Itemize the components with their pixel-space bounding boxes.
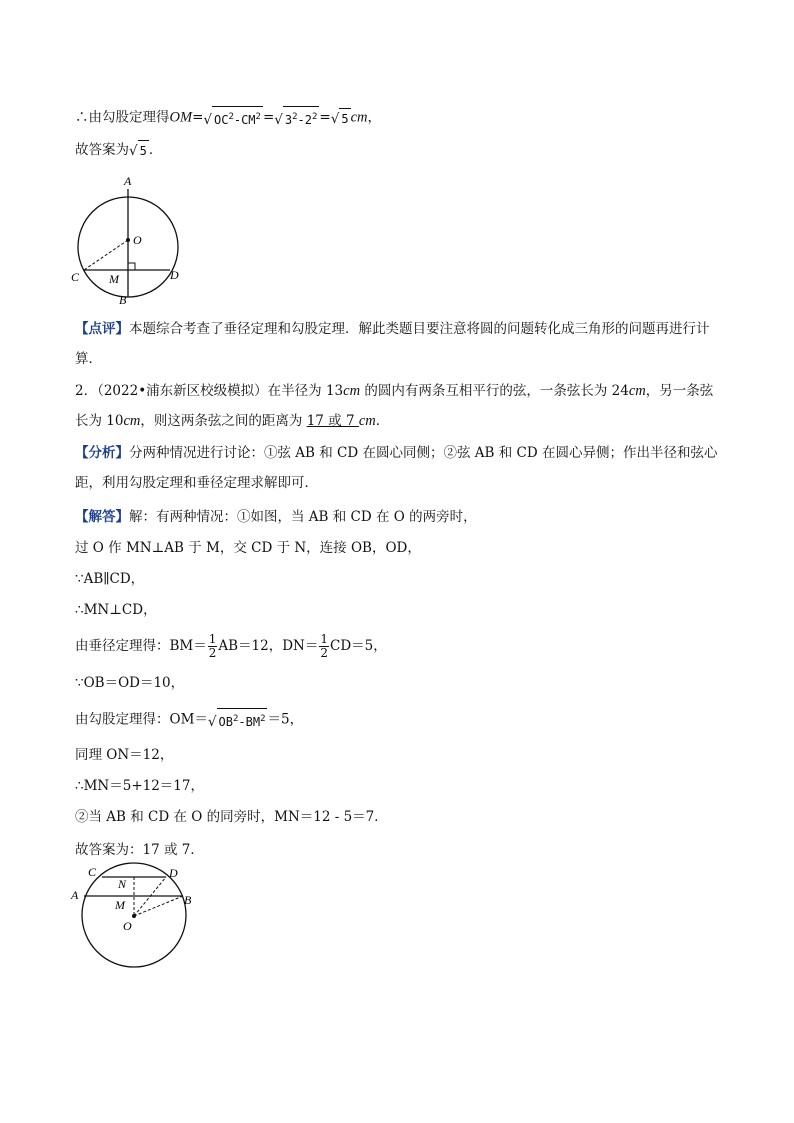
fraction-half-2: $\frac{1}{2}$ <box>320 632 329 660</box>
analysis-paragraph: 【分析】分两种情况进行讨论：①弦 AB 和 CD 在圆心同侧；②弦 AB 和 CD 在圆心异侧；作出半径和弦心距，利用勾股定理和垂径定理求解即可． <box>75 445 718 491</box>
radical-2: √ $3^2-2^2$ <box>274 106 319 130</box>
solution-l11: 故答案为：17 或 7． <box>75 842 204 858</box>
radical-answer: √ 5 <box>129 140 149 161</box>
radius-oc-dashed <box>84 240 128 270</box>
radical-om: √ $OB^2-BM^2$ <box>208 708 268 732</box>
solution-l5: 由垂径定理得：BM＝ $\frac{1}{2}$ AB＝12，DN＝ $\frac{1}{2}$ CD＝5， <box>75 632 387 660</box>
radical-1: √ $OC^2-CM^2$ <box>203 106 263 130</box>
label-o2: O <box>123 919 132 933</box>
solution-l7: 由勾股定理得：OM＝√ $OB^2-BM^2 =5$， <box>75 708 303 732</box>
radius-ob-dashed <box>134 896 183 916</box>
fraction-half-1: $\frac{1}{2}$ <box>208 632 217 660</box>
label-b2: B <box>184 893 192 907</box>
label-c: C <box>71 270 80 284</box>
radical-3: √ 5 <box>331 108 351 129</box>
label-a: A <box>124 174 132 188</box>
label-d: D <box>170 268 179 282</box>
answer-blank: 17 或 7 <box>306 413 359 429</box>
solution-l9: ∴MN＝5+12＝17， <box>75 778 204 794</box>
label-c2: C <box>88 865 97 879</box>
label-a2: A <box>71 888 79 902</box>
review-paragraph: 【点评】本题综合考查了垂径定理和勾股定理．解此类题目要注意将圆的问题转化成三角形的问题再进行计算． <box>75 321 710 367</box>
label-o: O <box>133 233 142 247</box>
figure-circle-1 <box>62 172 192 307</box>
label-m2: M <box>115 898 125 912</box>
question-2: 2．（2022•浦东新区校级模拟）在半径为 13cm 的圆内有两条互相平行的弦，一条弦长为 24cm，另一条弦长为 10cm，则这两条弦之间的距离为 17 或 7 cm． <box>75 383 714 429</box>
center-o2-dot <box>132 914 136 918</box>
solution-l3: ∵AB∥CD， <box>75 571 145 587</box>
label-n2: N <box>118 877 127 891</box>
solution-l1: 【解答】解：有两种情况：①如图，当 AB 和 CD 在 O 的两旁时， <box>75 509 477 525</box>
solution-l2: 过 O 作 MN⊥AB 于 M，交 CD 于 N，连接 OB，OD， <box>75 540 421 556</box>
label-m: M <box>109 272 119 286</box>
label-b: B <box>119 293 127 307</box>
center-o-dot <box>126 238 130 242</box>
solution-line-om: ∴由勾股定理得OM=√ $OC^2-CM^2$ =√ $3^2-2^2$ =√ 5 cm， <box>75 106 381 130</box>
solution-l10: ②当 AB 和 CD 在 O 的同旁时，MN＝12 - 5＝7． <box>75 809 388 825</box>
figure-circle-2 <box>66 862 206 972</box>
right-angle-mark <box>128 263 135 270</box>
label-d2: D <box>169 866 178 880</box>
solution-l6: ∵OB＝OD＝10， <box>75 675 185 691</box>
solution-l8: 同理 ON＝12， <box>75 747 174 763</box>
solution-l4: ∴MN⊥CD， <box>75 602 157 618</box>
answer-line-1: 故答案为√ 5 ． <box>75 142 163 159</box>
